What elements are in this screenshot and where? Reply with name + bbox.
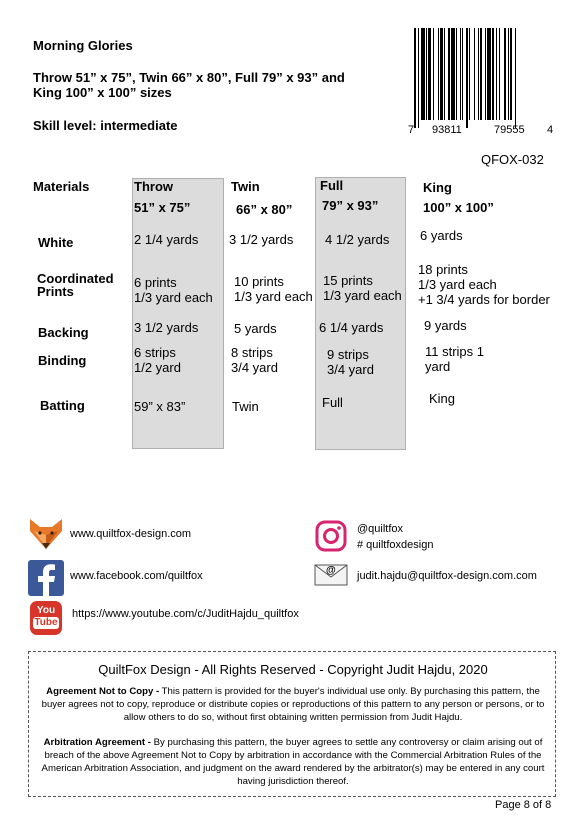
row-label-backing: Backing [38, 325, 89, 340]
cell-white-full: 4 1/2 yards [325, 232, 390, 247]
fox-logo-icon [28, 517, 64, 551]
barcode-bar [466, 28, 468, 128]
sku-code: QFOX-032 [481, 152, 544, 167]
cell-batting-full: Full [322, 395, 343, 410]
col-head-king: King [423, 180, 452, 195]
instagram-icon [315, 520, 347, 552]
arbitration-agreement [39, 736, 547, 788]
arbitration-title: Arbitration Agreement - [43, 737, 151, 748]
barcode-bar [480, 28, 482, 120]
cell-backing-king: 9 yards [424, 318, 467, 333]
barcode-bar [456, 28, 457, 120]
barcode-bar [478, 28, 479, 120]
page-number: Page 8 of 8 [495, 799, 552, 811]
cell-backing-throw: 3 1/2 yards [134, 320, 199, 335]
envelope-icon [314, 564, 348, 586]
barcode-bar [499, 28, 500, 120]
barcode [408, 28, 554, 140]
barcode-bar [469, 28, 470, 120]
agreement-title: Agreement Not to Copy - [46, 686, 160, 697]
website-link[interactable]: www.quiltfox-design.com [70, 528, 192, 540]
cell-backing-full: 6 1/4 yards [319, 320, 384, 335]
envelope-at-sign: @ [326, 565, 336, 576]
barcode-bar [433, 28, 434, 120]
row-label-coordinated-prints: Coordinated Prints [37, 271, 114, 299]
cell-prints-king: 18 prints 1/3 yard each +1 3/4 yards for border [418, 262, 550, 307]
col-size-full: 79” x 93” [322, 198, 379, 213]
barcode-group-2: 79555 [494, 124, 525, 136]
col-head-full: Full [320, 178, 344, 193]
barcode-bar [504, 28, 506, 120]
agreement-not-to-copy [39, 685, 547, 724]
barcode-bar [496, 28, 497, 120]
instagram-glyph [315, 520, 347, 552]
cell-batting-king: King [429, 391, 456, 406]
barcode-bar [451, 28, 455, 120]
barcode-bar [462, 28, 463, 120]
pattern-title: Morning Glories [33, 38, 133, 53]
barcode-right-digit: 4 [547, 124, 554, 136]
barcode-bar [444, 28, 445, 120]
cell-binding-king: 11 strips 1 yard [425, 344, 485, 374]
barcode-left-digit: 7 [408, 124, 415, 136]
youtube-icon-text-tube: Tube [34, 617, 58, 628]
youtube-link[interactable]: https://www.youtube.com/c/JuditHajdu_quiltfox [72, 608, 299, 620]
cell-prints-throw: 6 prints 1/3 yard each [134, 275, 213, 305]
cell-binding-twin: 8 strips 3/4 yard [231, 345, 278, 375]
cell-backing-twin: 5 yards [234, 321, 277, 336]
cell-prints-full: 15 prints 1/3 yard each [323, 273, 402, 303]
barcode-bar [485, 28, 486, 120]
instagram-handle[interactable]: @quiltfox [357, 523, 404, 535]
col-head-twin: Twin [231, 179, 260, 194]
cell-white-king: 6 yards [420, 228, 463, 243]
facebook-f-glyph [28, 560, 64, 596]
row-label-batting: Batting [40, 398, 85, 413]
youtube-icon-text-you: You [36, 605, 56, 616]
email-link[interactable]: judit.hajdu@quiltfox-design.com.com [357, 570, 537, 582]
barcode-bar [515, 28, 516, 128]
facebook-icon [28, 560, 64, 596]
col-size-throw: 51” x 75” [134, 200, 191, 215]
cell-batting-throw: 59” x 83” [134, 399, 186, 414]
cell-binding-full: 9 strips 3/4 yard [327, 347, 374, 377]
cell-white-throw: 2 1/4 yards [134, 232, 199, 247]
skill-level: Skill level: intermediate [33, 118, 178, 133]
barcode-bar [492, 28, 494, 120]
col-size-king: 100” x 100” [423, 200, 494, 215]
cell-prints-twin: 10 prints 1/3 yard each [234, 274, 313, 304]
barcode-bars [408, 28, 554, 124]
barcode-bar [421, 28, 425, 120]
row-label-white: White [38, 235, 74, 250]
instagram-hashtag: # quiltfoxdesign [357, 539, 434, 551]
barcode-bar [448, 28, 450, 120]
youtube-icon [30, 601, 62, 635]
cell-binding-throw: 6 strips 1/2 yard [134, 345, 181, 375]
col-size-twin: 66” x 80” [236, 202, 293, 217]
cell-batting-twin: Twin [232, 399, 259, 414]
barcode-bar [474, 28, 475, 120]
col-head-throw: Throw [134, 179, 173, 194]
row-label-binding: Binding [38, 353, 87, 368]
barcode-group-1: 93811 [432, 124, 462, 136]
barcode-bar [508, 28, 509, 120]
barcode-bar [426, 28, 427, 120]
agreement-text: This pattern is provided for the buyer's individual use only. By purchasing this pattern, the buyer agrees not to copy, reproduce or distribute copies or reproductions of this pattern to any person or persons, or to allow others to do so, without first obtaining written permission from Judit Hajdu. [41, 686, 545, 723]
barcode-bar [460, 28, 461, 120]
materials-label: Materials [33, 179, 90, 194]
legal-notice-box [28, 651, 556, 797]
barcode-bar [487, 28, 491, 120]
barcode-bar [440, 28, 442, 120]
barcode-bar [438, 28, 439, 120]
arbitration-text: By purchasing this pattern, the buyer agrees to settle any controversy or claim arising out of breach of the above Agreement Not to Copy by arbitration in accordance with the Commercial Arbitration Rules of the American Arbitration Association, and judgment on the award rendered by the arbitrator(s) may be entered in any court having jurisdiction thereof. [41, 737, 545, 787]
barcode-bar [428, 28, 430, 120]
barcode-bar [414, 28, 416, 128]
cell-white-twin: 3 1/2 yards [229, 232, 294, 247]
copyright-heading: QuiltFox Design - All Rights Reserved - Copyright Judit Hajdu, 2020 [98, 662, 488, 677]
pattern-sizes: Throw 51” x 75”, Twin 66” x 80”, Full 79” x 93” and King 100” x 100” sizes [33, 70, 345, 100]
barcode-bar [418, 28, 419, 128]
facebook-link[interactable]: www.facebook.com/quiltfox [70, 570, 203, 582]
barcode-bar [510, 28, 512, 120]
